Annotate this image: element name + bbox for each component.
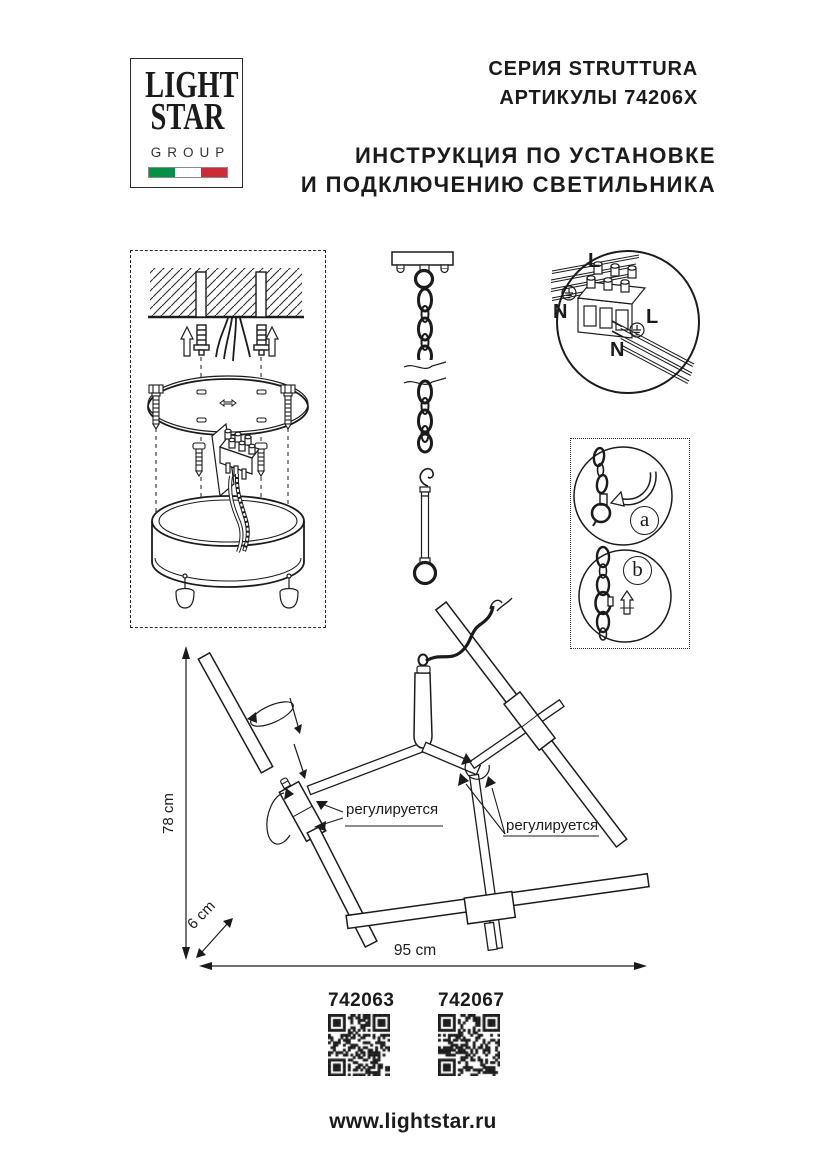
- articles-line: АРТИКУЛЫ 74206X: [499, 87, 698, 109]
- wall-anchor-right: [254, 325, 269, 355]
- wiring-label-l-right: L: [646, 306, 659, 328]
- rotation-indicator-top: [247, 697, 302, 734]
- product-code-right: 742067: [438, 990, 505, 1011]
- instruction-line-1: ИНСТРУКЦИЯ ПО УСТАНОВКЕ: [355, 143, 716, 168]
- wiring-label-n-left: N: [553, 301, 568, 323]
- slide-arrow: [294, 744, 307, 779]
- step-b-badge: b: [623, 556, 652, 585]
- canopy-screw-left: [193, 443, 205, 476]
- dim-label-side: 6 cm: [184, 897, 219, 933]
- lamp-structure-diagram: [182, 598, 649, 970]
- chain-suspension-diagram: [392, 252, 453, 584]
- product-code-left: 742063: [328, 990, 395, 1011]
- logo-star: STAR: [150, 96, 225, 138]
- wiring-label-l-left: L: [588, 250, 601, 272]
- dim-height: [182, 646, 190, 960]
- rotate-arrow: [611, 472, 653, 506]
- website-url: www.lightstar.ru: [329, 1110, 497, 1133]
- carabiner: [592, 494, 610, 526]
- dim-label-width: 95 cm: [393, 942, 437, 959]
- qr-code-right: [438, 1014, 500, 1076]
- ceiling-mounting-diagram: [148, 268, 308, 608]
- wiring-label-n-right: N: [610, 339, 625, 361]
- adjustable-label-right: регулируется: [506, 817, 599, 834]
- wiring-diagram: [551, 251, 699, 393]
- logo-group: GROUP: [150, 145, 231, 160]
- step-a-diagram: [574, 447, 672, 545]
- adjustable-sleeve-bottom: [464, 892, 515, 924]
- instruction-line-2: И ПОДКЛЮЧЕНИЮ СВЕТИЛЬНИКА: [300, 172, 716, 197]
- insert-arrow-right: [266, 327, 278, 356]
- insert-arrow-left: [181, 327, 193, 356]
- rotation-indicator-left: [267, 788, 294, 844]
- canopy-drum: [152, 496, 304, 587]
- insert-arrow: [621, 591, 633, 614]
- suspension-rod: [415, 469, 436, 584]
- cap-nut-left: [176, 574, 194, 608]
- wall-anchor-left: [194, 325, 209, 355]
- adjustable-label-left: регулируется: [346, 801, 439, 818]
- dim-label-height: 78 cm: [160, 793, 177, 834]
- qr-code-left: [328, 1014, 390, 1076]
- dim-width: [199, 962, 647, 970]
- series-line: СЕРИЯ STRUTTURA: [488, 58, 698, 80]
- step-a-badge: a: [630, 506, 659, 535]
- logo-light: LIGHT: [145, 64, 239, 106]
